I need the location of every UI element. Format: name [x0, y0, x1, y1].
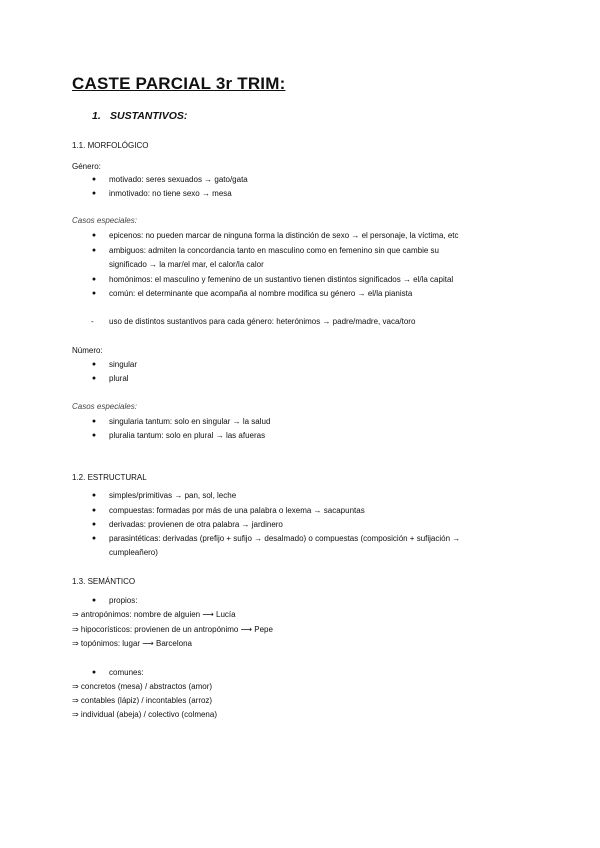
bullet-icon: ●: [91, 507, 97, 514]
list-item: pluralia tantum: solo en plural → las afueras: [109, 431, 266, 440]
subsection-title-semantico: 1.3. SEMÁNTICO: [72, 577, 136, 586]
list-item: ⇒ hipocorísticos: provienen de un antropónimo ⟶ Pepe: [72, 625, 273, 634]
list-item: singular: [109, 360, 138, 369]
dash-icon: -: [91, 317, 94, 326]
bullet-icon: ●: [91, 190, 97, 197]
subsection-title-estructural: 1.2. ESTRUCTURAL: [72, 473, 147, 482]
list-item: ⇒ antropónimos: nombre de alguien ⟶ Lucía: [72, 610, 236, 619]
list-item: inmotivado: no tiene sexo → mesa: [109, 189, 232, 198]
subsection-title-morfologico: 1.1. MORFOLÓGICO: [72, 141, 149, 150]
list-item: ⇒ contables (lápiz) / incontables (arroz): [72, 696, 213, 705]
list-item: motivado: seres sexuados → gato/gata: [109, 175, 248, 184]
list-item: ⇒ topónimos: lugar ⟶ Barcelona: [72, 639, 193, 648]
heading-number: 1.: [92, 110, 101, 122]
list-item: común: el determinante que acompaña al nombre modifica su género → el/la pianista: [109, 289, 413, 298]
casos-especiales-label: Casos especiales:: [72, 216, 137, 225]
bullet-icon: ●: [91, 535, 97, 542]
heading-text: SUSTANTIVOS:: [110, 110, 188, 122]
list-item: derivadas: provienen de otra palabra → jardinero: [109, 520, 283, 529]
bullet-icon: ●: [91, 492, 97, 499]
genero-label: Género:: [72, 162, 101, 171]
bullet-icon: ●: [91, 669, 97, 676]
bullet-icon: ●: [91, 247, 97, 254]
list-item-continuation: significado → la mar/el mar, el calor/la calor: [109, 260, 264, 269]
bullet-icon: ●: [91, 290, 97, 297]
bullet-icon: ●: [91, 597, 97, 604]
bullet-icon: ●: [91, 418, 97, 425]
list-item: ambiguos: admiten la concordancia tanto en masculino como en femenino sin que cambie su: [109, 246, 439, 255]
list-item: homónimos: el masculino y femenino de un sustantivo tienen distintos significados → el/la capital: [109, 275, 454, 284]
bullet-icon: ●: [91, 375, 97, 382]
list-item: ⇒ individual (abeja) / colectivo (colmena): [72, 710, 217, 719]
list-item: uso de distintos sustantivos para cada género: heterónimos → padre/madre, vaca/toro: [109, 317, 416, 326]
propios-label: propios:: [109, 596, 138, 605]
list-item: ⇒ concretos (mesa) / abstractos (amor): [72, 682, 213, 691]
comunes-label: comunes:: [109, 668, 144, 677]
list-item: plural: [109, 374, 129, 383]
bullet-icon: ●: [91, 276, 97, 283]
list-item-continuation: cumpleañero): [109, 548, 158, 557]
section-heading-sustantivos: [92, 111, 187, 122]
list-item: simples/primitivas → pan, sol, leche: [109, 491, 237, 500]
list-item: epicenos: no pueden marcar de ninguna forma la distinción de sexo → el personaje, la víctima, etc: [109, 231, 459, 240]
bullet-icon: ●: [91, 521, 97, 528]
bullet-icon: ●: [91, 432, 97, 439]
page-title: CASTE PARCIAL 3r TRIM:: [72, 74, 286, 93]
bullet-icon: ●: [91, 232, 97, 239]
bullet-icon: ●: [91, 176, 97, 183]
casos-especiales-label: Casos especiales:: [72, 402, 137, 411]
list-item: singularia tantum: solo en singular → la salud: [109, 417, 271, 426]
list-item: compuestas: formadas por más de una palabra o lexema → sacapuntas: [109, 506, 365, 515]
bullet-icon: ●: [91, 361, 97, 368]
numero-label: Número:: [72, 346, 103, 355]
list-item: parasintéticas: derivadas (prefijo + sufijo → desalmado) o compuestas (composición + sufijación →: [109, 534, 461, 543]
